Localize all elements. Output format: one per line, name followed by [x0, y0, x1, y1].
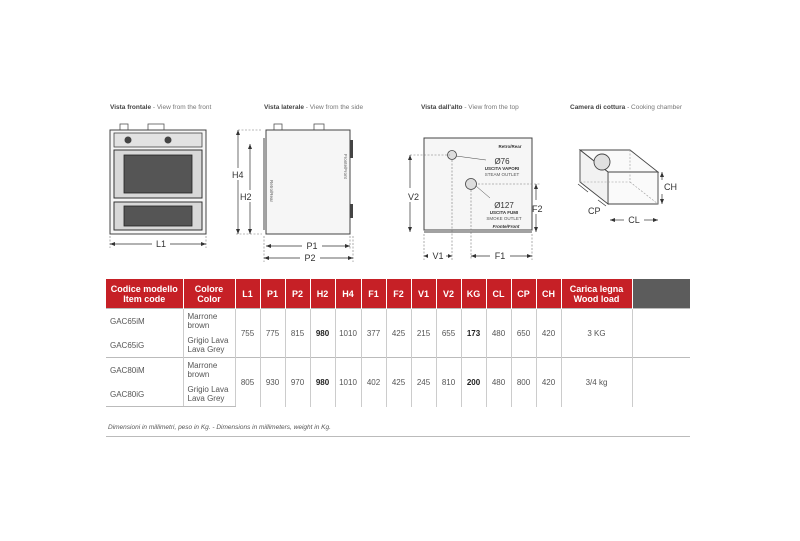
- top-dim-v2: V2: [408, 192, 420, 202]
- top-label-rear: Retro/Rear: [498, 144, 522, 149]
- header-blank: [632, 279, 690, 309]
- value-l1: 755: [235, 309, 260, 358]
- top-steam-en: STEAM OUTLET: [484, 172, 520, 177]
- value-v2: 810: [436, 358, 461, 407]
- color-cell: Marrone brown: [183, 358, 235, 383]
- top-steam-dia: Ø76: [494, 157, 510, 166]
- header-kg: KG: [461, 279, 486, 309]
- value-h2: 980: [310, 309, 335, 358]
- value-cl: 480: [486, 309, 511, 358]
- chamber-dim-cl: CL: [628, 215, 640, 225]
- value-h4: 1010: [335, 358, 361, 407]
- top-view-title-it: Vista dall'alto: [421, 104, 463, 111]
- header-wood-load: Carica legna Wood load: [561, 279, 632, 309]
- value-v1: 215: [411, 309, 436, 358]
- header-v1: V1: [411, 279, 436, 309]
- value-f2: 425: [386, 358, 411, 407]
- top-steam-it: USCITA VAPORI: [484, 166, 520, 171]
- side-view-title: [264, 104, 363, 111]
- side-dim-p2: P2: [304, 253, 316, 263]
- header-cp: CP: [511, 279, 536, 309]
- header-h4: H4: [335, 279, 361, 309]
- side-dim-h2: H2: [240, 192, 252, 202]
- side-view-title-en: - View from the side: [304, 104, 364, 111]
- value-p2: 815: [285, 309, 310, 358]
- item-code-cell: GAC65iG: [106, 333, 183, 358]
- side-view-drawing: [222, 118, 362, 268]
- value-ch: 420: [536, 358, 561, 407]
- value-cp: 650: [511, 309, 536, 358]
- spec-table: [106, 279, 690, 407]
- side-dim-p1: P1: [306, 241, 318, 251]
- color-cell: Grigio Lava Lava Grey: [183, 333, 235, 358]
- top-label-front: Fronte/Front: [492, 224, 520, 229]
- value-v2: 655: [436, 309, 461, 358]
- chamber-view-title: [570, 104, 682, 111]
- header-h2: H2: [310, 279, 335, 309]
- top-dim-f1: F1: [494, 251, 506, 261]
- header-p1: P1: [260, 279, 285, 309]
- value-cl: 480: [486, 358, 511, 407]
- top-smoke-dia: Ø127: [494, 201, 514, 210]
- header-v2: V2: [436, 279, 461, 309]
- value-p1: 775: [260, 309, 285, 358]
- side-dim-h4: H4: [232, 170, 244, 180]
- value-p1: 930: [260, 358, 285, 407]
- header-f2: F2: [386, 279, 411, 309]
- top-smoke-en: SMOKE OUTLET: [486, 216, 522, 221]
- spec-header-row: [106, 279, 690, 309]
- front-view-title: [110, 104, 211, 111]
- table-row: [106, 309, 690, 334]
- value-kg: 200: [461, 358, 486, 407]
- value-ch: 420: [536, 309, 561, 358]
- color-cell: Grigio Lava Lava Grey: [183, 382, 235, 407]
- value-wood-load: 3/4 kg: [561, 358, 632, 407]
- color-cell: Marrone brown: [183, 309, 235, 334]
- top-smoke-it: USCITA FUMI: [489, 210, 519, 215]
- value-v1: 245: [411, 358, 436, 407]
- value-kg: 173: [461, 309, 486, 358]
- chamber-view-title-it: Camera di cottura: [570, 104, 626, 111]
- note-divider: [106, 436, 690, 437]
- item-code-cell: GAC80iM: [106, 358, 183, 383]
- value-f1: 377: [361, 309, 386, 358]
- value-f2: 425: [386, 309, 411, 358]
- value-wood-load: 3 KG: [561, 309, 632, 358]
- top-dim-f2: F2: [532, 204, 543, 214]
- chamber-dim-cp: CP: [588, 206, 601, 216]
- value-cp: 800: [511, 358, 536, 407]
- blank-cell: [632, 358, 690, 407]
- side-view-title-it: Vista laterale: [264, 104, 304, 111]
- value-h2: 980: [310, 358, 335, 407]
- side-label-rear: Retro/Rear: [269, 180, 274, 203]
- front-dim-l1: L1: [155, 239, 167, 249]
- item-code-cell: GAC80iG: [106, 382, 183, 407]
- top-view-title: [421, 104, 519, 111]
- header-ch: CH: [536, 279, 561, 309]
- chamber-drawing: [566, 118, 696, 238]
- header-item-code: Codice modello Item code: [106, 279, 183, 309]
- chamber-dim-ch: CH: [664, 182, 677, 192]
- value-p2: 970: [285, 358, 310, 407]
- value-h4: 1010: [335, 309, 361, 358]
- header-cl: CL: [486, 279, 511, 309]
- chamber-view-title-en: - Cooking chamber: [625, 104, 683, 111]
- side-label-front: Fronte/Front: [343, 154, 348, 179]
- table-row: [106, 358, 690, 383]
- value-l1: 805: [235, 358, 260, 407]
- front-view-title-it: Vista frontale: [110, 104, 152, 111]
- item-code-cell: GAC65iM: [106, 309, 183, 334]
- top-dim-v1: V1: [432, 251, 444, 261]
- top-view-title-en: - View from the top: [462, 104, 519, 111]
- header-p2: P2: [285, 279, 310, 309]
- value-f1: 402: [361, 358, 386, 407]
- dimensions-note: Dimensioni in millimetri, peso in Kg. - Dimensions in millimeters, weight in Kg.: [108, 424, 331, 431]
- front-view-drawing: [100, 118, 220, 258]
- header-l1: L1: [235, 279, 260, 309]
- blank-cell: [632, 309, 690, 358]
- front-view-title-en: - View from the front: [151, 104, 212, 111]
- header-f1: F1: [361, 279, 386, 309]
- header-color: Colore Color: [183, 279, 235, 309]
- top-view-drawing: [398, 118, 558, 268]
